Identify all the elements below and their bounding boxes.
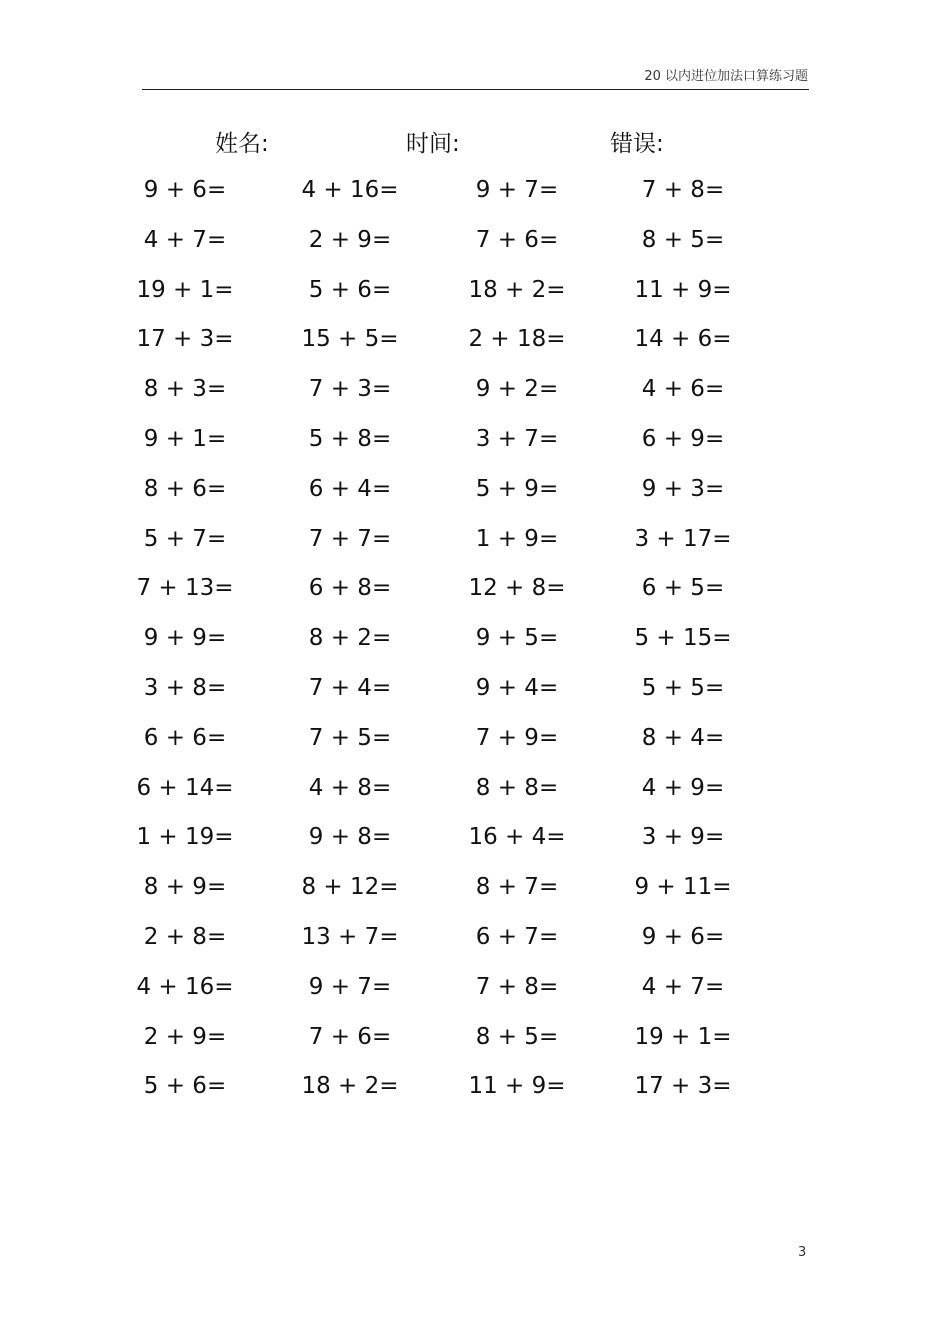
- addition-problem: 7 + 7=: [308, 525, 392, 552]
- addition-problem: 9 + 9=: [143, 625, 227, 652]
- addition-problem: 3 + 9=: [641, 824, 725, 851]
- addition-problem: 4 + 7=: [143, 226, 227, 253]
- addition-problem: 5 + 8=: [308, 425, 392, 452]
- addition-problem: 7 + 9=: [475, 724, 559, 751]
- addition-problem: 9 + 6=: [641, 923, 725, 950]
- addition-problem: 15 + 5=: [301, 326, 399, 353]
- addition-problem: 8 + 5=: [475, 1023, 559, 1050]
- addition-problem: 9 + 11=: [634, 874, 732, 901]
- addition-problem: 11 + 9=: [468, 1073, 566, 1100]
- problem-row: [0, 614, 950, 664]
- problem-row: [0, 415, 950, 465]
- addition-problem: 8 + 6=: [143, 475, 227, 502]
- page-number: 3: [798, 1245, 807, 1260]
- header-rule: [142, 89, 809, 90]
- addition-problem: 5 + 15=: [634, 625, 732, 652]
- addition-problem: 3 + 17=: [634, 525, 732, 552]
- addition-problem: 4 + 9=: [641, 774, 725, 801]
- addition-problem: 6 + 7=: [475, 923, 559, 950]
- addition-problem: 13 + 7=: [301, 923, 399, 950]
- addition-problem: 9 + 1=: [143, 425, 227, 452]
- addition-problem: 7 + 8=: [475, 973, 559, 1000]
- addition-problem: 7 + 3=: [308, 376, 392, 403]
- addition-problem: 7 + 4=: [308, 674, 392, 701]
- addition-problem: 9 + 8=: [308, 824, 392, 851]
- addition-problem: 17 + 3=: [634, 1073, 732, 1100]
- problem-row: [0, 266, 950, 316]
- addition-problem: 2 + 18=: [468, 326, 566, 353]
- student-info-fields: [0, 125, 950, 161]
- addition-problem: 4 + 7=: [641, 973, 725, 1000]
- addition-problem: 11 + 9=: [634, 276, 732, 303]
- name-field-label: 姓名:: [215, 131, 269, 157]
- time-field-label: 时间:: [406, 131, 460, 157]
- addition-problem: 7 + 8=: [641, 177, 725, 203]
- problem-row: [0, 465, 950, 515]
- problem-row: [0, 764, 950, 814]
- addition-problem: 3 + 7=: [475, 425, 559, 452]
- addition-problem: 2 + 9=: [308, 226, 392, 253]
- addition-problem: 5 + 7=: [143, 525, 227, 552]
- addition-problem: 5 + 9=: [475, 475, 559, 502]
- addition-problem: 19 + 1=: [634, 1023, 732, 1050]
- addition-problem: 8 + 12=: [301, 874, 399, 901]
- problem-row: [0, 166, 950, 216]
- problem-row: [0, 714, 950, 764]
- addition-problem: 1 + 9=: [475, 525, 559, 552]
- errors-field-label: 错误:: [610, 131, 664, 157]
- addition-problem: 4 + 16=: [301, 177, 399, 203]
- problem-row: [0, 515, 950, 565]
- addition-problem: 9 + 5=: [475, 625, 559, 652]
- addition-problem: 2 + 9=: [143, 1023, 227, 1050]
- problem-row: [0, 664, 950, 714]
- addition-problem: 4 + 6=: [641, 376, 725, 403]
- addition-problem: 8 + 2=: [308, 625, 392, 652]
- problem-row: [0, 1013, 950, 1063]
- addition-problem: 8 + 5=: [641, 226, 725, 253]
- addition-problem: 18 + 2=: [301, 1073, 399, 1100]
- addition-problem: 8 + 3=: [143, 376, 227, 403]
- addition-problem: 4 + 16=: [136, 973, 234, 1000]
- problem-row: [0, 863, 950, 913]
- addition-problem: 5 + 6=: [308, 276, 392, 303]
- addition-problem: 9 + 7=: [308, 973, 392, 1000]
- problem-row: [0, 813, 950, 863]
- addition-problem: 6 + 9=: [641, 425, 725, 452]
- header-title: 20 以内进位加法口算练习题: [644, 69, 808, 84]
- addition-problem: 9 + 3=: [641, 475, 725, 502]
- addition-problem: 5 + 5=: [641, 674, 725, 701]
- addition-problem: 7 + 6=: [308, 1023, 392, 1050]
- addition-problem: 8 + 8=: [475, 774, 559, 801]
- addition-problem: 7 + 13=: [136, 575, 234, 602]
- addition-problem: 6 + 8=: [308, 575, 392, 602]
- addition-problem: 9 + 7=: [475, 177, 559, 203]
- addition-problem: 8 + 4=: [641, 724, 725, 751]
- problem-row: [0, 315, 950, 365]
- addition-problem: 6 + 6=: [143, 724, 227, 751]
- addition-problem: 7 + 6=: [475, 226, 559, 253]
- addition-problem: 4 + 8=: [308, 774, 392, 801]
- addition-problem: 14 + 6=: [634, 326, 732, 353]
- addition-problem: 19 + 1=: [136, 276, 234, 303]
- problem-row: [0, 564, 950, 614]
- addition-problem: 3 + 8=: [143, 674, 227, 701]
- addition-problem: 8 + 9=: [143, 874, 227, 901]
- problem-grid: [0, 166, 950, 1112]
- addition-problem: 1 + 19=: [136, 824, 234, 851]
- addition-problem: 17 + 3=: [136, 326, 234, 353]
- problem-row: [0, 913, 950, 963]
- problem-row: [0, 963, 950, 1013]
- problem-row: [0, 216, 950, 266]
- addition-problem: 9 + 6=: [143, 177, 227, 203]
- addition-problem: 9 + 4=: [475, 674, 559, 701]
- addition-problem: 6 + 14=: [136, 774, 234, 801]
- addition-problem: 6 + 4=: [308, 475, 392, 502]
- addition-problem: 5 + 6=: [143, 1073, 227, 1100]
- addition-problem: 18 + 2=: [468, 276, 566, 303]
- addition-problem: 8 + 7=: [475, 874, 559, 901]
- addition-problem: 9 + 2=: [475, 376, 559, 403]
- addition-problem: 12 + 8=: [468, 575, 566, 602]
- problem-row: [0, 365, 950, 415]
- addition-problem: 2 + 8=: [143, 923, 227, 950]
- addition-problem: 7 + 5=: [308, 724, 392, 751]
- addition-problem: 6 + 5=: [641, 575, 725, 602]
- addition-problem: 16 + 4=: [468, 824, 566, 851]
- problem-row: [0, 1062, 950, 1112]
